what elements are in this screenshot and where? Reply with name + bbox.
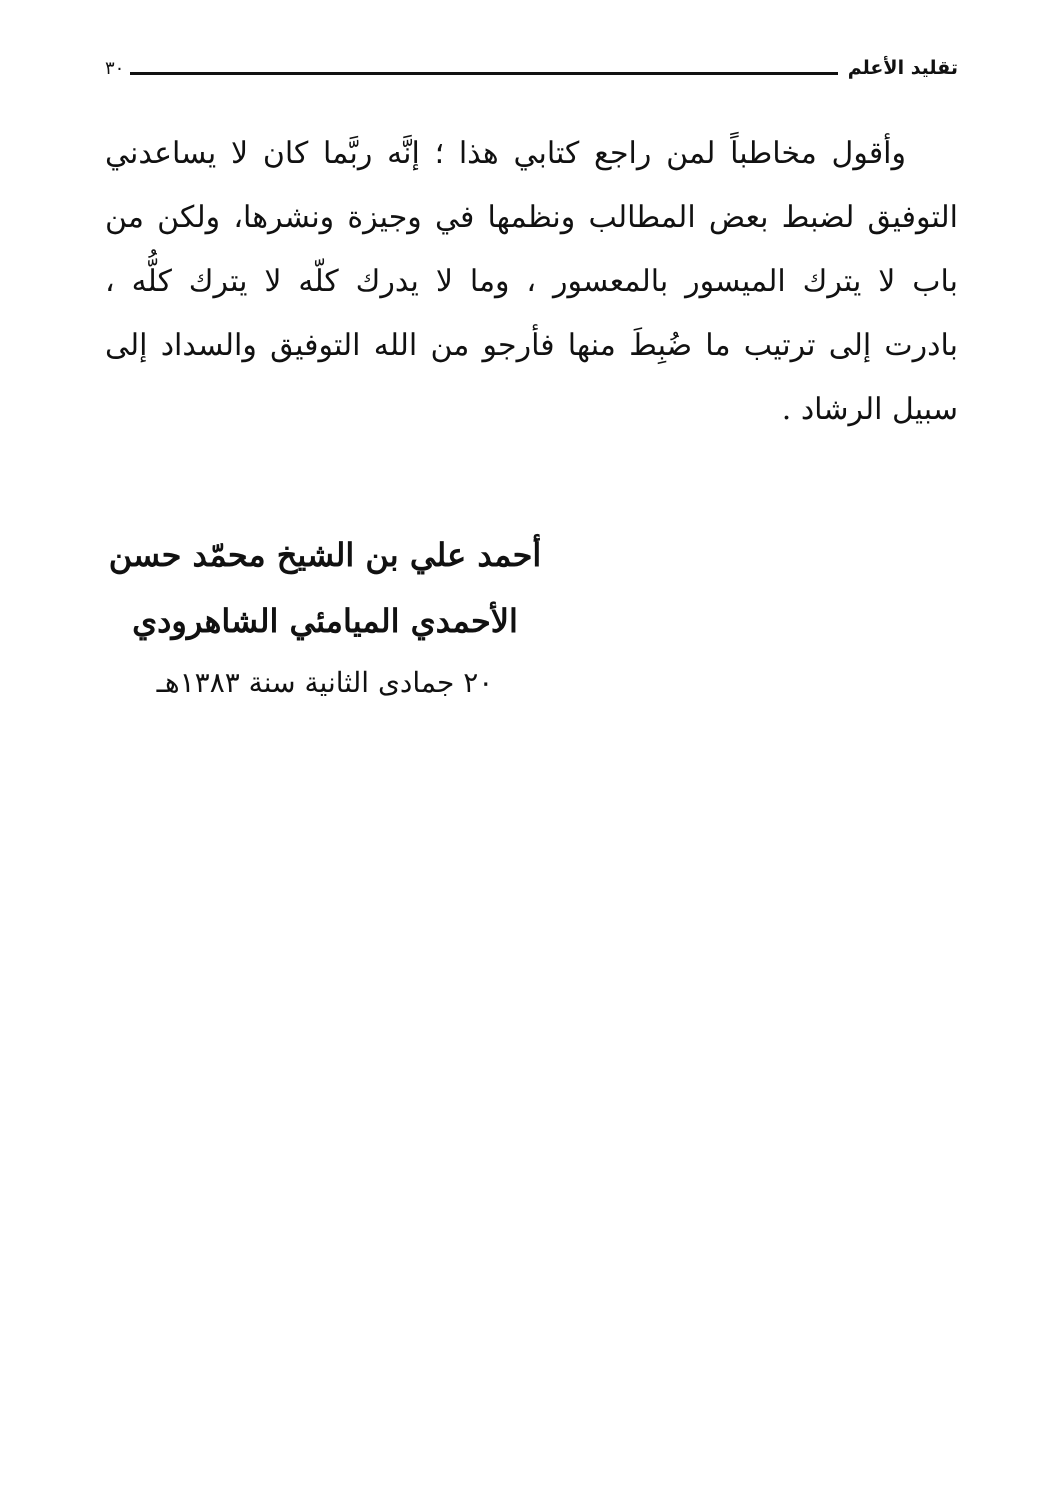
paragraph-line-4: بادرت إلى ترتيب ما ضُبِطَ منها فأرجو من الله التوفيق والسداد إلى <box>105 328 958 363</box>
paragraph-line-5: سبيل الرشاد . <box>781 392 958 427</box>
paragraph-line-2: التوفيق لضبط بعض المطالب ونظمها في وجيزة ونشرها، ولكن من <box>105 200 958 235</box>
author-signature <box>105 522 545 712</box>
paragraph-line-3: باب لا يترك الميسور بالمعسور ، وما لا يدرك كلّه لا يترك كلُّه ، <box>105 264 958 299</box>
paragraph-line-1: وأقول مخاطباً لمن راجع كتابي هذا ؛ إنَّه ربَّما كان لا يساعدني <box>105 136 906 171</box>
running-header <box>105 48 958 88</box>
author-name: أحمد علي بن الشيخ محمّد حسن <box>108 536 542 574</box>
signature-date: ٢٠ جمادى الثانية سنة ١٣٨٣هـ <box>156 666 494 699</box>
header-rule <box>130 72 837 75</box>
author-nisba: الأحمدي الميامئي الشاهرودي <box>132 602 518 640</box>
body-paragraph <box>105 122 958 442</box>
page-number: ٣٠ <box>105 57 125 79</box>
book-title: تقليد الأعلم <box>847 57 958 79</box>
